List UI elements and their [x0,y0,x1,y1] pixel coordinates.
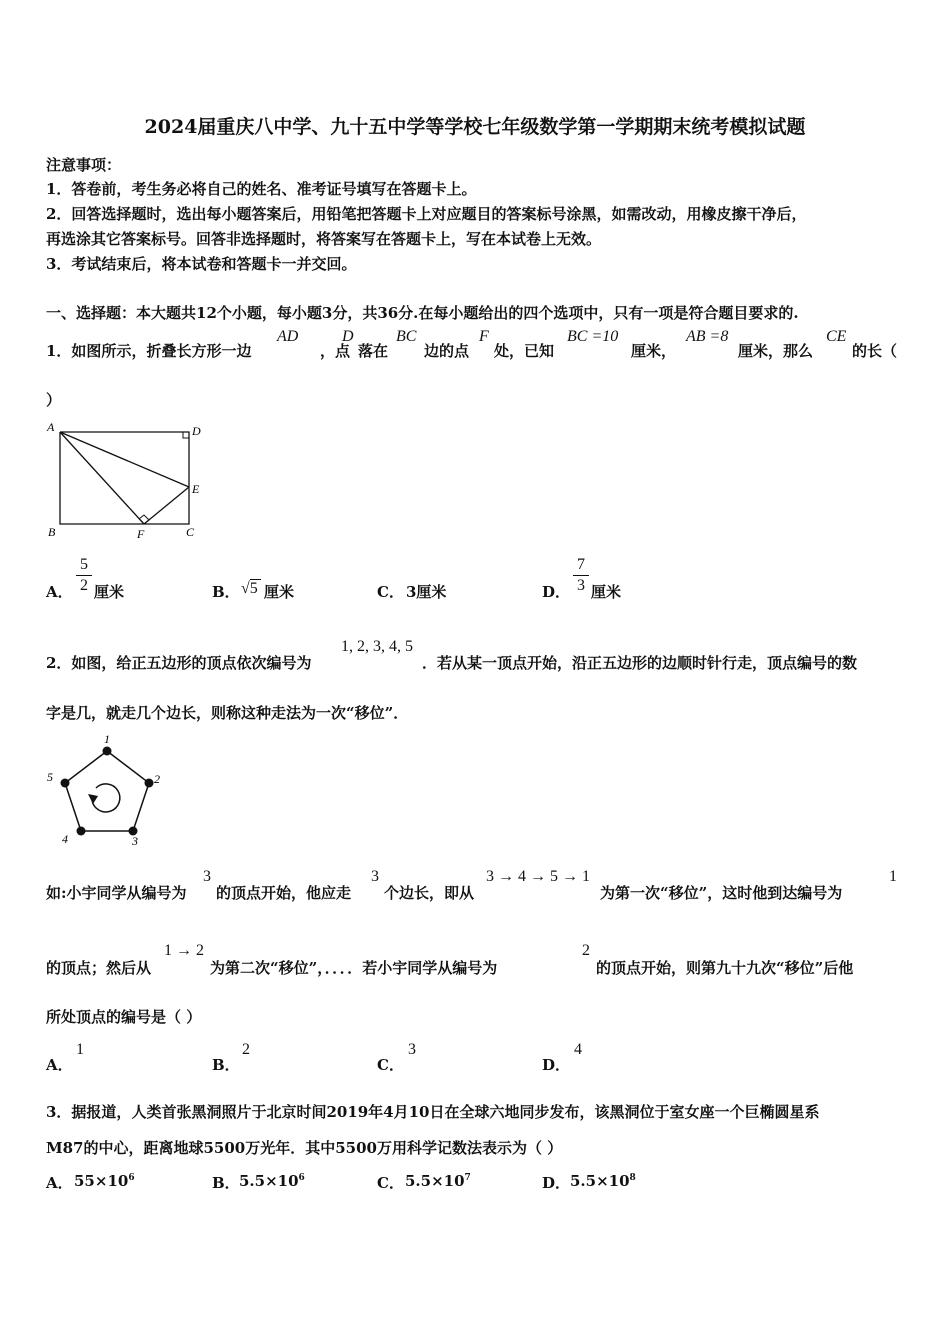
q3-option-a-label: A． [46,1174,73,1192]
notice-item-1: 1．答卷前，考生务必将自己的姓名、准考证号填写在答题卡上。 [46,180,477,198]
q2-math-1: 1 [889,868,897,885]
q3-option-b-label: B． [212,1174,240,1192]
q1-option-d-num: 7 [577,556,585,573]
section-heading: 一、选择题：本大题共12个小题，每小题3分，共36分.在每小题给出的四个选项中，只有一项是符合题目要求的. [46,304,799,322]
q2-para-3: 个边长，即从 [384,884,475,902]
q2-text-1: 2．如图，给正五边形的顶点依次编号为 [46,654,312,672]
q3-option-b-exp: 6 [298,1173,305,1183]
q1-text-4: 边的点 [424,342,470,360]
q1-math-ce: CE [826,328,847,345]
q3-line-2: M87的中心，距离地球5500万光年．其中5500万用科学记数法表示为（ ） [46,1139,563,1157]
q1-option-d-den: 3 [577,577,585,594]
q3-option-d-value [570,1172,636,1190]
notice-item-3: 3．考试结束后，将本试卷和答题卡一并交回。 [46,255,357,273]
q2-math-path: 3 → 4 → 5 → 1 [486,868,590,885]
q1-option-b-root-bar [250,579,261,580]
q1-text-6: 厘米， [631,342,677,360]
q1-option-d-fraction [573,556,589,595]
q2-fig-vertex-1: 1 [104,732,110,746]
q2-para-7: 的顶点开始，则第九十九次“移位”后他 [596,959,854,977]
q1-math-d: D [342,328,354,345]
notice-item-2: 2．回答选择题时，选出每小题答案后，用铅笔把答题卡上对应题目的答案标号涂黑，如需改动，用橡皮擦干净后， [46,205,807,223]
q1-option-c-text: 3厘米 [406,583,447,601]
notice-heading: 注意事项： [46,156,122,174]
q2-fig-vertex-5: 5 [47,770,53,784]
q3-option-c-exp: 7 [464,1173,471,1183]
q2-math-3b: 3 [371,868,379,885]
q2-option-d-value: 4 [574,1041,582,1058]
q1-option-d-label: D． [542,583,571,601]
q1-math-f: F [479,328,489,345]
q3-option-a-exp: 6 [128,1173,135,1183]
q3-option-d-exp: 8 [629,1173,636,1183]
q2-para-8: 所处顶点的编号是（ ） [46,1008,202,1026]
q2-text-line2: 字是几，就走几个边长，则称这种走法为一次“移位”． [46,704,409,722]
q1-option-b-root: √5 [241,580,258,597]
q1-option-b-unit: 厘米 [264,583,295,601]
q1-option-a-den: 2 [80,577,88,594]
q2-text-2: ．若从某一顶点开始，沿正五边形的边顺时针行走，顶点编号的数 [422,654,858,672]
q3-option-c-base: 5.5×10 [405,1172,465,1190]
q2-para-1: 如:小宇同学从编号为 [46,884,187,902]
q2-option-b-label: B． [212,1056,240,1074]
q3-option-d-label: D． [542,1174,571,1192]
q2-math-1to2: 1 → 2 [164,942,204,959]
q3-line-1: 3．据报道，人类首张黑洞照片于北京时间2019年4月10日在全球六地同步发布，该黑洞位于室女座一个巨椭圆星系 [46,1103,820,1121]
q1-fig-label-c: C [186,525,195,539]
q1-fig-label-a: A [47,420,55,434]
q3-option-b-value [239,1172,305,1190]
q1-option-b-label: B． [212,583,240,601]
q1-option-d-unit: 厘米 [591,583,622,601]
page-title: 2024届重庆八中学、九十五中学等学校七年级数学第一学期期末统考模拟试题 [144,116,806,138]
q3-option-a-base: 55×10 [74,1172,129,1190]
q2-para-5: 的顶点；然后从 [46,959,152,977]
q2-option-c-label: C． [377,1056,404,1074]
q2-figure-pentagon [40,730,180,850]
q1-text-7: 厘米，那么 [738,342,814,360]
q1-fig-label-e: E [192,482,200,496]
q2-fig-vertex-3: 3 [132,834,138,848]
q2-option-d-label: D． [542,1056,571,1074]
q2-option-c-value: 3 [408,1041,416,1058]
q1-math-bc: BC [396,328,417,345]
q1-math-ad: AD [277,328,299,345]
q2-math-labels: 1, 2, 3, 4, 5 [341,638,413,655]
q1-close-paren: ） [46,391,62,409]
q3-option-b-base: 5.5×10 [239,1172,299,1190]
q2-para-4: 为第一次“移位”，这时他到达编号为 [600,884,843,902]
q1-fig-label-f: F [137,527,145,541]
q2-option-b-value: 2 [242,1041,250,1058]
q2-para-6: 为第二次“移位”，．．．．若小宇同学从编号为 [210,959,498,977]
q2-para-2: 的顶点开始，他应走 [216,884,352,902]
q1-fig-label-b: B [48,525,56,539]
notice-item-2-cont: 再选涂其它答案标号。回答非选择题时，将答案写在答题卡上，写在本试卷上无效。 [46,230,602,248]
q1-math-bc10: BC =10 [567,328,619,345]
q1-math-ab8: AB =8 [686,328,729,345]
q2-option-a-label: A． [46,1056,73,1074]
q3-option-d-base: 5.5×10 [570,1172,630,1190]
q1-text-8: 的长（ [852,342,898,360]
q1-option-a-num: 5 [80,556,88,573]
q1-option-a-fraction [76,556,92,595]
q2-math-3a: 3 [203,868,211,885]
q2-fig-vertex-4: 4 [62,832,68,846]
q1-figure-rectangle [40,420,210,545]
q3-option-c-label: C． [377,1174,404,1192]
q3-option-c-value [405,1172,471,1190]
q1-option-a-unit: 厘米 [94,583,125,601]
q1-fig-label-d: D [192,424,201,438]
q1-text-2: ，点 [320,342,351,360]
q1-text-1: 1．如图所示，折叠长方形一边 [46,342,252,360]
q2-math-2: 2 [582,942,590,959]
q3-option-a-value [74,1172,135,1190]
q1-option-c-label: C． [377,583,404,601]
q1-text-3: 落在 [358,342,389,360]
q2-fig-vertex-2: 2 [154,772,160,786]
q1-option-a-label: A． [46,583,73,601]
q1-text-5: 处，已知 [494,342,555,360]
q2-option-a-value: 1 [76,1041,84,1058]
